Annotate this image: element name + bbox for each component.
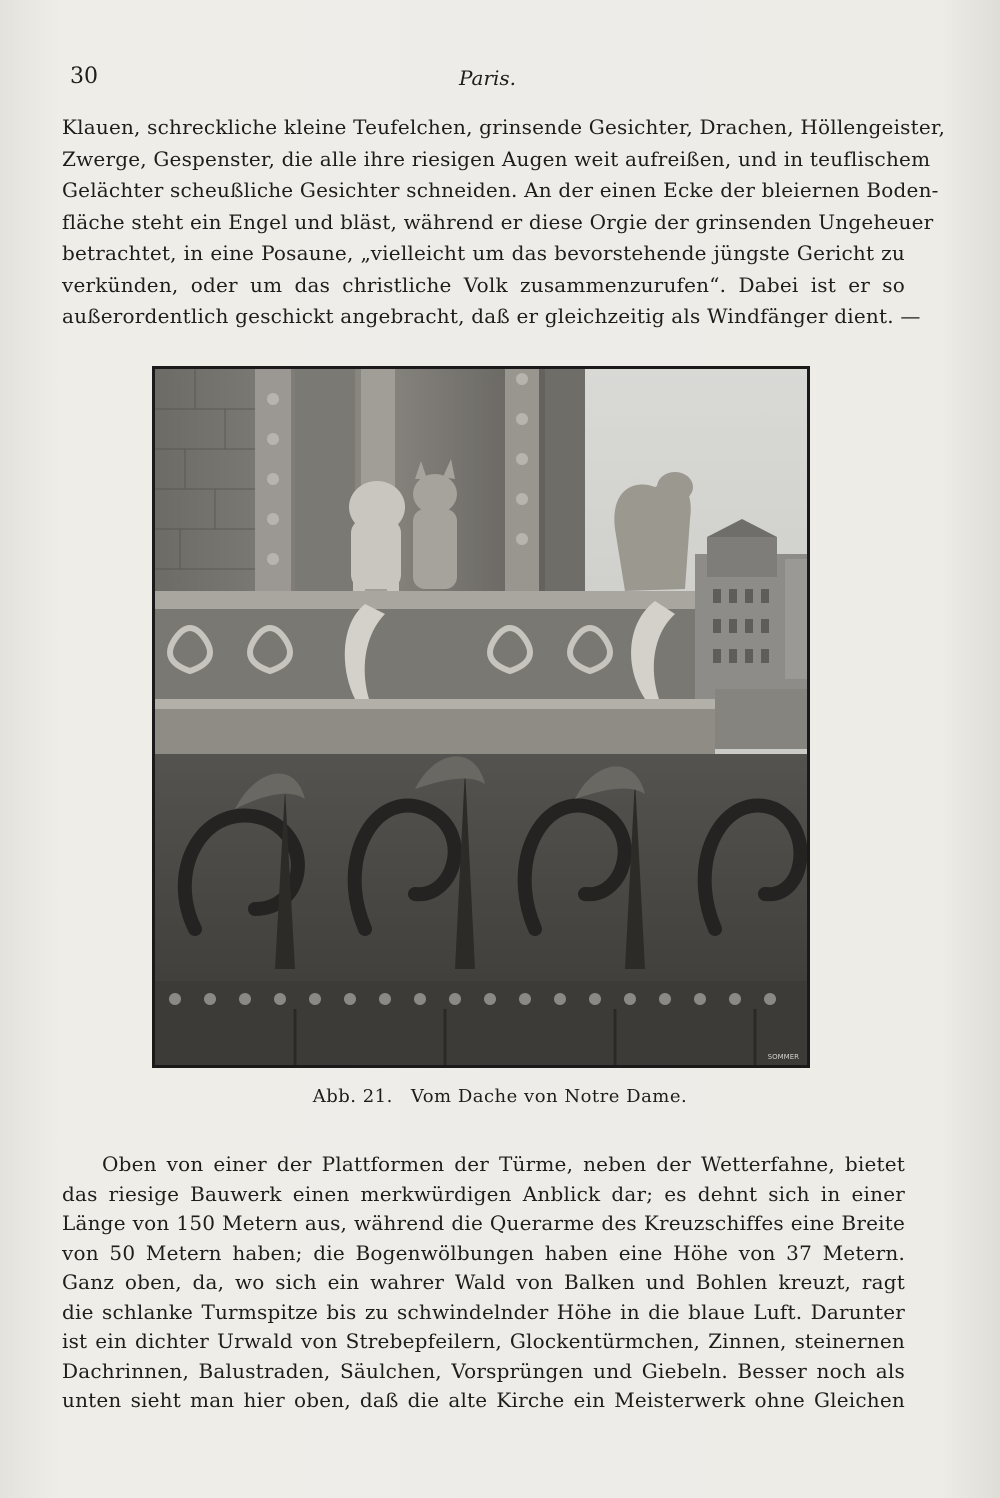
text-line: die schlanke Turmspitze bis zu schwindelnder Höhe in die blaue Luft. Darunter — [62, 1299, 905, 1324]
running-title: Paris. — [458, 66, 517, 90]
text-line: außerordentlich geschickt angebracht, daß er gleichzeitig als Windfänger dient. — — [62, 304, 921, 328]
text-line: Ganz oben, da, wo sich ein wahrer Wald von Balken und Bohlen kreuzt, ragt — [62, 1270, 905, 1294]
photo-figure — [152, 366, 810, 1068]
notre-dame-roof-photo — [155, 369, 807, 1065]
figure-number: Abb. 21. — [312, 1086, 393, 1107]
figure-caption-text: Vom Dache von Notre Dame. — [410, 1086, 688, 1107]
text-line: Dachrinnen, Balustraden, Säulchen, Vorsprüngen und Giebeln. Besser noch als — [62, 1358, 905, 1383]
text-line: Gelächter scheußliche Gesichter schneiden. An der einen Ecke der bleiernen Boden- — [62, 178, 939, 202]
text-line: fläche steht ein Engel und bläst, während er diese Orgie der grinsenden Ungeheuer — [62, 209, 934, 234]
text-line: von 50 Metern haben; die Bogenwölbungen haben eine Höhe von 37 Metern. — [62, 1240, 905, 1265]
photographer-stamp: SOMMER — [767, 1053, 799, 1061]
text-line: ist ein dichter Urwald von Strebepfeilern, Glockentürmchen, Zinnen, steinernen — [62, 1329, 905, 1353]
text-line: Länge von 150 Metern aus, während die Querarme des Kreuzschiffes eine Breite — [62, 1211, 905, 1235]
text-line: betrachtet, in eine Posaune, „vielleicht um das bevorstehende jüngste Gericht zu — [62, 241, 905, 265]
text-line: unten sieht man hier oben, daß die alte Kirche ein Meisterwerk ohne Gleichen — [62, 1388, 905, 1412]
page-number: 30 — [70, 64, 98, 89]
text-line: das riesige Bauwerk einen merkwürdigen Anblick dar; es dehnt sich in einer — [62, 1181, 905, 1206]
running-head — [70, 64, 905, 96]
figure-caption — [0, 1086, 1000, 1107]
text-line: Oben von einer der Plattformen der Türme, neben der Wetterfahne, bietet — [102, 1152, 905, 1176]
text-line: verkünden, oder um das christliche Volk zusammenzurufen“. Dabei ist er so — [62, 272, 905, 297]
text-line: Klauen, schreckliche kleine Teufelchen, grinsende Gesichter, Drachen, Höllengeister, — [62, 115, 946, 139]
paragraph-bottom — [62, 1150, 905, 1416]
text-line: Zwerge, Gespenster, die alle ihre riesigen Augen weit aufreißen, und in teuflischem — [62, 146, 931, 171]
paragraph-top — [62, 112, 946, 333]
